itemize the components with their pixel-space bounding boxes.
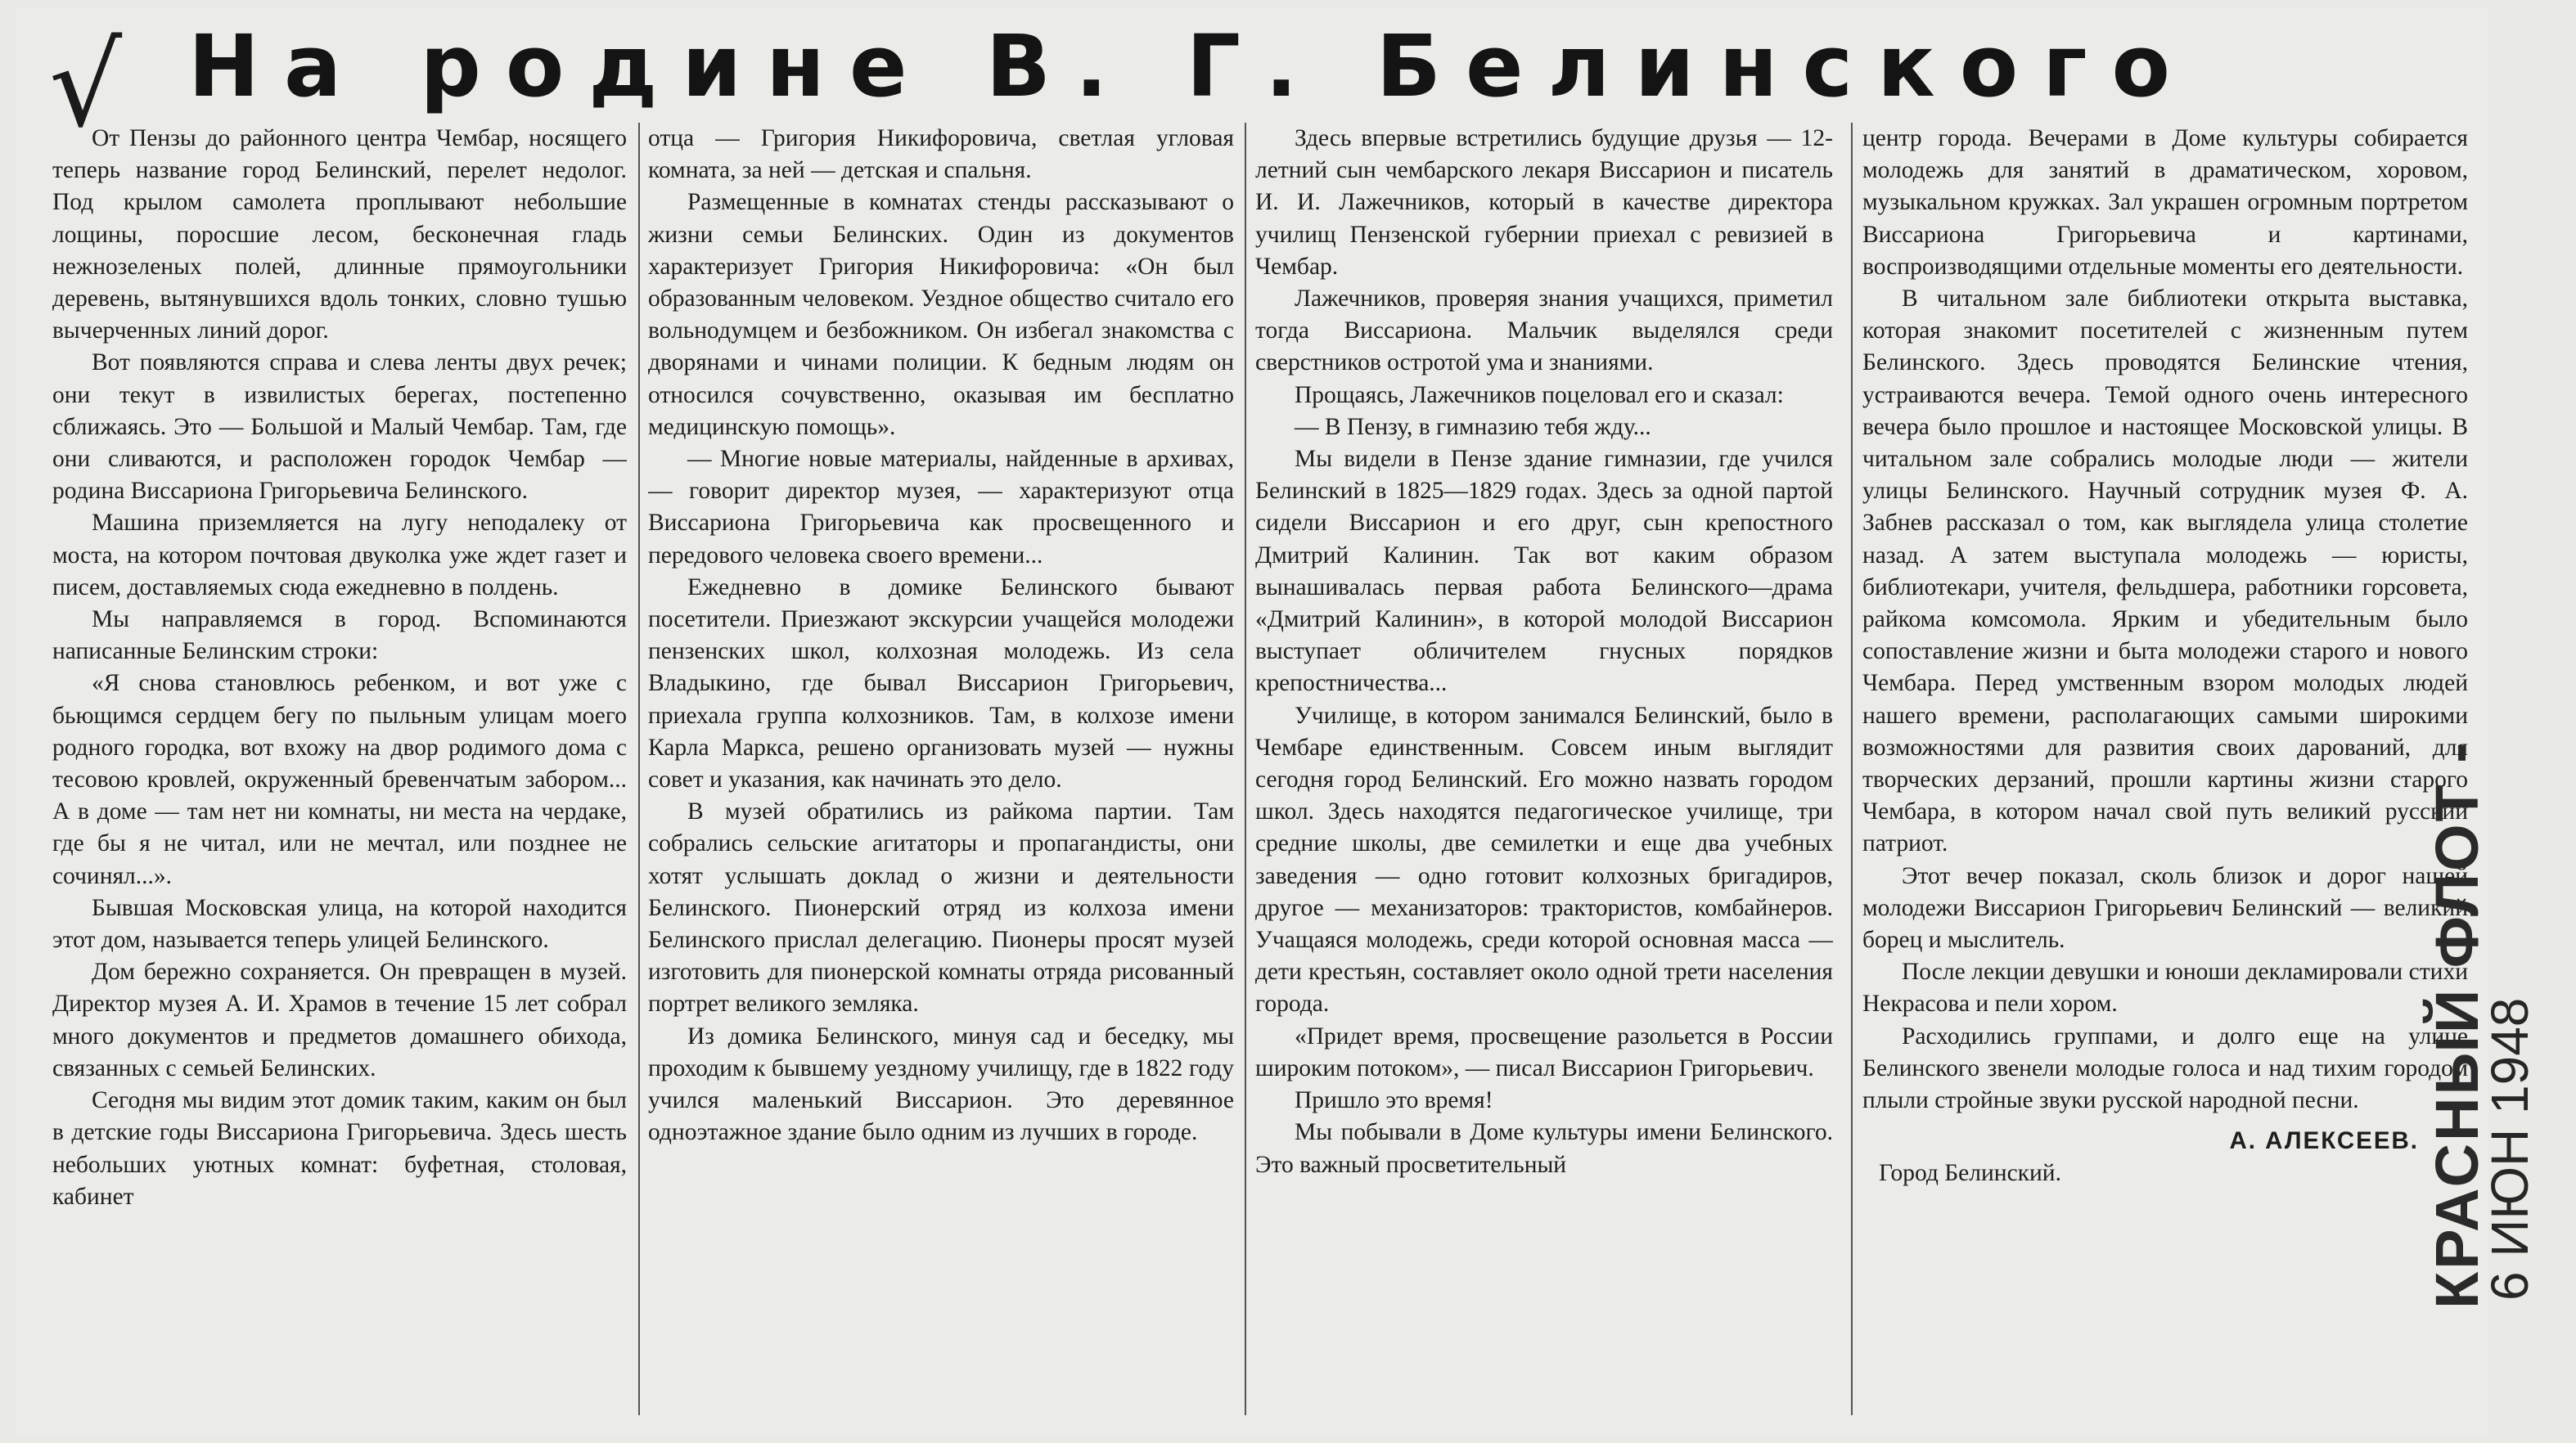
- paragraph: — Многие новые материалы, найденные в архивах, — говорит директор музея, — характеризуют отца Виссариона Григорьевича как просвещенного и передового человека своего времени...: [648, 446, 1234, 569]
- newspaper-stamp: КРАСНЫЙ ФЛОТ -: [2423, 740, 2491, 1309]
- paragraph: В музей обратились из райкома партии. Там собрались сельские агитаторы и пропагандисты, они хотят услышать доклад о жизни и деятельности Белинского. Пионерский отряд из колхоза имени Белинского прислал делегацию. Пионеры просят музей изготовить для пионерской комнаты отряда рисованный портрет великого земляка.: [648, 798, 1234, 1018]
- paragraph: Бывшая Московская улица, на которой находится этот дом, называется теперь улицей Белинского.: [52, 894, 627, 954]
- article-column-2: [648, 123, 1234, 1415]
- paragraph: Училище, в котором занимался Белинский, было в Чембаре единственным. Совсем иным выглядит сегодня город Белинский. Его можно назвать городом школ. Здесь находятся педагогическое училище, три средние школы, две семилетки и еще два учебных заведения — одно готовит колхозных бригадиров, другое — механизаторов: трактористов, комбайнеров. Учащаяся молодежь, среди которой основная масса — дети крестьян, составляет около одной трети населения города.: [1255, 702, 1833, 1018]
- column-divider: [1851, 123, 1853, 1415]
- paragraph: «Придет время, просвещение разольется в России широким потоком», — писал Виссарион Григорьевич.: [1255, 1023, 1833, 1081]
- paragraph: В читальном зале библиотеки открыта выставка, которая знакомит посетителей с жизненным путем Белинского. Здесь проводятся Белинские чтения, устраиваются вечера. Темой одного очень интересного вечера было прошлое и настоящее Московской улицы. В читальном зале собрались молодые люди — жители улицы Белинского. Научный сотрудник музея Ф. А. Забнев рассказал о том, как выглядела улица столетие назад. А затем выступала молодежь — юристы, библиотекари, учителя, фельдшера, работники горсовета, райкома комсомола. Ярким и убедительным было сопоставление жизни и быта молодежи старого и нового Чембара. Перед умственным взором молодых людей нашего времени, располагающих самыми широкими возможностями для развития своих дарований, для творческих дерзаний, прошли картины жизни старого Чембара, в котором начал свой путь великий русский патриот.: [1862, 285, 2468, 857]
- paragraph: Дом бережно сохраняется. Он превращен в музей. Директор музея А. И. Храмов в течение 15 лет собрал много документов и предметов домашнего обихода, связанных с семьей Белинских.: [52, 959, 627, 1081]
- dateline-place: Город Белинский.: [1879, 1159, 2061, 1186]
- article-headline: На родине В. Г. Белинского: [188, 16, 2195, 116]
- paragraph: Прощаясь, Лажечников поцеловал его и сказал:: [1295, 381, 1784, 408]
- paragraph: Мы видели в Пензе здание гимназии, где учился Белинский в 1825—1829 годах. Здесь за одной партой сидели Виссарион и его друг, сын крепостного Дмитрий Калинин. Так вот каким образом вынашивалась первая работа Белинского—драма «Дмитрий Калинин», в которой молодой Виссарион выступает обличителем гнусных порядков крепостничества...: [1255, 446, 1833, 697]
- paragraph: Ежедневно в домике Белинского бывают посетители. Приезжают экскурсии учащейся молодежи пензенских школ, колхозная молодежь. Из села Владыкино, где бывал Виссарион Григорьевич, приехала группа колхозников. Там, в колхозе имени Карла Маркса, решено организовать музей — нужны совет и указания, как начинать это дело.: [648, 573, 1234, 793]
- article-column-1: [52, 123, 627, 1415]
- paragraph: Размещенные в комнатах стенды рассказывают о жизни семьи Белинских. Один из документов характеризует Григория Никифоровича: «Он был образованным человеком. Уездное общество считало его вольнодумцем и безбожником. Он избегал знакомства с дворянами и чинами полиции. К бедным людям он относился сочувственно, оказывая им бесплатно медицинскую помощь».: [648, 189, 1234, 440]
- article-column-4: [1862, 123, 2468, 1415]
- stamp-date: 6 ИЮН 1948: [2480, 997, 2539, 1301]
- paragraph: центр города. Вечерами в Доме культуры собирается молодежь для занятий в драматическом, хоровом, музыкальном кружках. Зал украшен огромным портретом Виссариона Григорьевича и картинами, воспроизводящими отдельные моменты его деятельности.: [1862, 125, 2468, 280]
- article-column-3: [1255, 123, 1833, 1415]
- paragraph: — В Пензу, в гимназию тебя жду...: [1295, 413, 1651, 440]
- column-divider: [1245, 123, 1246, 1415]
- paragraph: Мы побывали в Доме культуры имени Белинского. Это важный просветительный: [1255, 1119, 1833, 1178]
- paragraph: Пришло это время!: [1295, 1087, 1493, 1114]
- author-signature: А. АЛЕКСЕЕВ.: [2229, 1127, 2419, 1155]
- paragraph: Лажечников, проверяя знания учащихся, приметил тогда Виссариона. Мальчик выделялся среди сверстников остротой ума и знаниями.: [1255, 285, 1833, 376]
- paragraph: Машина приземляется на лугу неподалеку от моста, на котором почтовая двуколка уже ждет газет и писем, доставляемых сюда ежедневно в полдень.: [52, 510, 627, 600]
- paragraph: Этот вечер показал, сколь близок и дорог нашей молодежи Виссарион Григорьевич Белинский — великий борец и мыслитель.: [1862, 862, 2468, 954]
- paragraph: Вот появляются справа и слева ленты двух речек; они текут в извилистых берегах, постепенно сближаясь. Это — Большой и Малый Чембар. Там, где они сливаются, и расположен городок Чембар — родина Виссариона Григорьевича Белинского.: [52, 349, 627, 505]
- column-divider: [638, 123, 640, 1415]
- paragraph: отца — Григория Никифоровича, светлая угловая комната, за ней — детская и спальня.: [648, 125, 1234, 184]
- quote-paragraph: «Я снова становлюсь ребенком, и вот уже с бьющимся сердцем бегу по пыльным улицам моего родного городка, вот вхожу на двор родимого дома с тесовою кровлей, окруженный бревенчатым забором... А в доме — там нет ни комнаты, ни места на чердаке, где бы я не читал, или не мечтал, или позднее не сочинял...».: [52, 670, 627, 889]
- paragraph: Сегодня мы видим этот домик таким, каким он был в детские годы Виссариона Григорьевича. Здесь шесть небольших уютных комнат: буфетная, столовая, кабинет: [52, 1087, 627, 1210]
- paragraph: Из домика Белинского, минуя сад и беседку, мы проходим к бывшему уездному училищу, где в 1822 году учился маленький Виссарион. Это деревянное одноэтажное здание было одним из лучших в городе.: [648, 1023, 1234, 1146]
- paragraph: От Пензы до районного центра Чембар, носящего теперь название город Белинский, перелет недолог. Под крылом самолета проплывают небольшие лощины, поросшие лесом, бесконечная гладь нежнозеленых полей, длинные прямоугольники деревень, вытянувшихся вдоль тонких, словно тушью вычерченных линий дорог.: [52, 125, 627, 344]
- check-mark-icon: √: [49, 20, 123, 153]
- paragraph: После лекции девушки и юноши декламировали стихи Некрасова и пели хором.: [1862, 959, 2468, 1018]
- paragraph: Мы направляемся в город. Вспоминаются написанные Белинским строки:: [52, 606, 627, 665]
- paragraph: Расходились группами, и долго еще на улице Белинского звенели молодые голоса и над тихим городом плыли стройные звуки русской народной песни.: [1862, 1023, 2468, 1114]
- paragraph: Здесь впервые встретились будущие друзья — 12-летний сын чембарского лекаря Виссарион и писатель И. И. Лажечников, который в качестве директора училищ Пензенской губернии приехал с ревизией в Чембар.: [1255, 125, 1833, 280]
